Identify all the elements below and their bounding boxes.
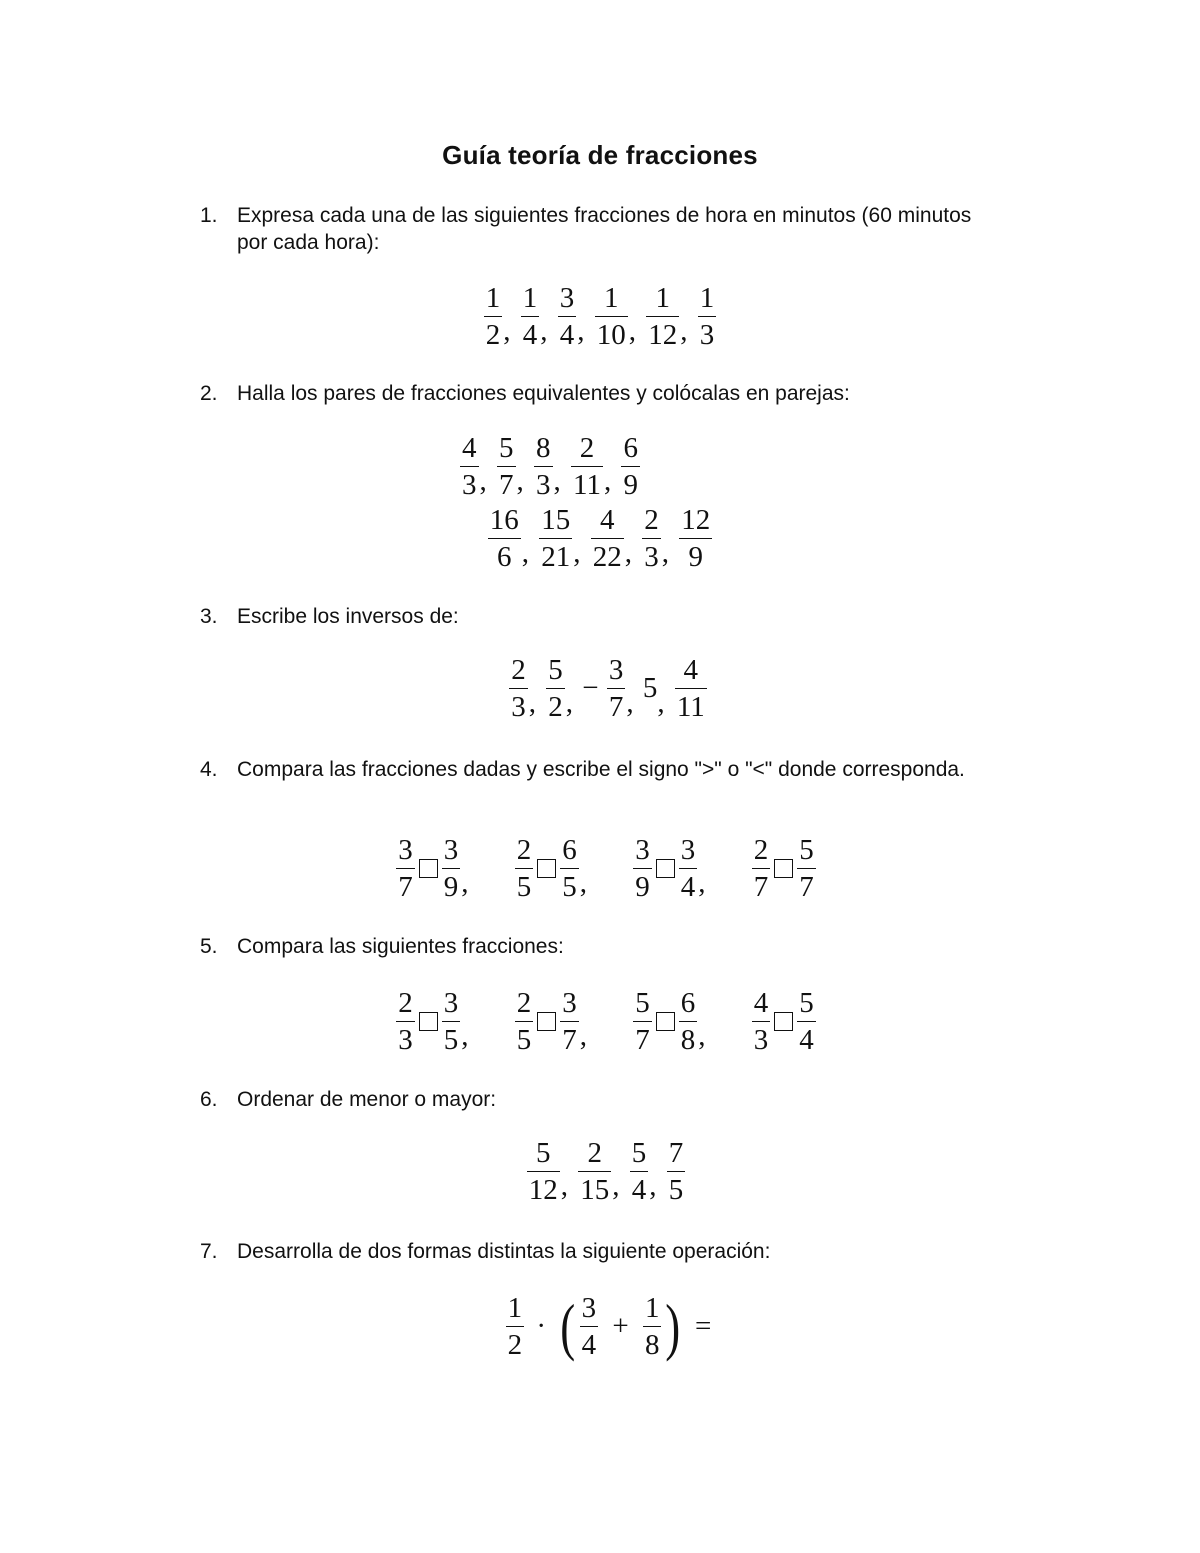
math-7 bbox=[8, 1290, 1200, 1363]
exercise-text: Compara las siguientes fracciones: bbox=[237, 935, 564, 958]
answer-box bbox=[774, 1012, 793, 1031]
math-1: $\frac{1}{2}$ , $\frac{1}{4}$ , $\frac{3}{4}$ , $\frac{1}{10}$ , $\frac{1}{12}$ , $\frac{1}{3}$ bbox=[485, 282, 715, 351]
math-6: $\frac{5}{12}$ , $\frac{2}{15}$ , $\frac{5}{4}$ , $\frac{7}{5}$ bbox=[528, 1137, 684, 1206]
fraction: $\frac{12}{9}$ bbox=[681, 504, 711, 573]
fraction: $\frac{4}{3}$ bbox=[462, 432, 477, 501]
page-title: Guía teoría de fracciones bbox=[442, 140, 758, 170]
whole-number: 5 bbox=[642, 672, 658, 704]
math-5: $\frac{2}{3}$ $\frac{3}{5}$ , $\frac{2}{5}$ $\frac{3}{7}$ , $\frac{5}{7}$ $\frac{6}{8}$ , $\frac{4}{3}$ $\frac{5}{4}$ bbox=[398, 987, 814, 1056]
exercise-number: 6. bbox=[200, 1088, 218, 1111]
exercise-text: Escribe los inversos de: bbox=[237, 605, 459, 628]
fraction: $\frac{6}{8}$ bbox=[680, 987, 696, 1056]
exercise-number: 2. bbox=[200, 382, 218, 405]
exercise-text: Desarrolla de dos formas distintas la siguiente operación: bbox=[237, 1240, 771, 1263]
exercise-number: 7. bbox=[200, 1240, 218, 1263]
fraction: $\frac{15}{21}$ bbox=[541, 504, 571, 573]
fraction: $\frac{3}{4}$ bbox=[581, 1292, 597, 1361]
fraction: $\frac{1}{2}$ bbox=[507, 1292, 523, 1361]
exercise-5 bbox=[200, 933, 990, 960]
fraction: $\frac{3}{7}$ bbox=[562, 987, 577, 1056]
answer-box bbox=[537, 859, 556, 878]
fraction: $\frac{3}{9}$ bbox=[635, 834, 650, 903]
exercise-text: Ordenar de menor o mayor: bbox=[237, 1088, 497, 1111]
fraction: $\frac{2}{3}$ bbox=[644, 504, 659, 573]
fraction: $\frac{4}{22}$ bbox=[592, 504, 622, 573]
answer-box bbox=[537, 1012, 556, 1031]
exercise-3 bbox=[200, 603, 990, 630]
fraction: $\frac{3}{7}$ bbox=[608, 654, 624, 723]
fraction: $\frac{1}{12}$ bbox=[648, 282, 678, 351]
exercise-2 bbox=[200, 380, 990, 407]
exercise-text: Halla los pares de fracciones equivalentes y colócalas en parejas: bbox=[237, 382, 850, 405]
fraction: $\frac{1}{10}$ bbox=[596, 282, 626, 351]
fraction: $\frac{5}{7}$ bbox=[635, 987, 650, 1056]
fraction: $\frac{3}{4}$ bbox=[559, 282, 575, 351]
exercise-6 bbox=[200, 1086, 990, 1113]
plus-sign: + bbox=[612, 1310, 629, 1342]
exercise-number: 3. bbox=[200, 605, 218, 628]
math-4: $\frac{3}{7}$ $\frac{3}{9}$ , $\frac{2}{5}$ $\frac{6}{5}$ , $\frac{3}{9}$ $\frac{3}{4}$ , $\frac{2}{7}$ $\frac{5}{7}$ bbox=[398, 834, 814, 903]
fraction: $\frac{1}{8}$ bbox=[644, 1292, 660, 1361]
exercise-number: 1. bbox=[200, 204, 218, 227]
fraction: $\frac{1}{2}$ bbox=[485, 282, 501, 351]
fraction: $\frac{7}{5}$ bbox=[668, 1137, 684, 1206]
multiply-dot: · bbox=[536, 1310, 547, 1342]
fraction: $\frac{6}{5}$ bbox=[562, 834, 577, 903]
fraction: $\frac{6}{9}$ bbox=[623, 432, 638, 501]
fraction: $\frac{1}{4}$ bbox=[522, 282, 538, 351]
fraction: $\frac{5}{4}$ bbox=[631, 1137, 647, 1206]
exercise-text: Compara las fracciones dadas y escribe el signo ">" o "<" donde corresponda. bbox=[237, 758, 965, 781]
fraction: $\frac{5}{12}$ bbox=[528, 1137, 558, 1206]
math-3: $\frac{2}{3}$ , $\frac{5}{2}$ , − $\frac{3}{7}$ , 5, $\frac{4}{11}$ bbox=[511, 654, 705, 723]
fraction: $\frac{16}{6}$ bbox=[489, 504, 519, 573]
fraction: $\frac{8}{3}$ bbox=[536, 432, 551, 501]
fraction: $\frac{3}{7}$ bbox=[398, 834, 413, 903]
fraction: $\frac{5}{4}$ bbox=[799, 987, 814, 1056]
minus-sign: − bbox=[582, 672, 599, 704]
fraction: $\frac{3}{5}$ bbox=[443, 987, 459, 1056]
fraction: $\frac{2}{7}$ bbox=[753, 834, 769, 903]
exercise-number: 4. bbox=[200, 758, 218, 781]
math-2: $\frac{4}{3}$ , $\frac{5}{7}$ , $\frac{8}{3}$ , $\frac{2}{11}$ , $\frac{6}{9}$ $\frac{16}{6}$ , $\frac{15}{21}$ , $\frac{4}{22}$ , $\frac{2}{3}$ , $\frac{12}{9}$ bbox=[462, 432, 711, 573]
answer-box bbox=[656, 1012, 675, 1031]
fraction: $\frac{4}{11}$ bbox=[676, 654, 705, 723]
exercise-text: Expresa cada una de las siguientes fracciones de hora en minutos (60 minutos por cada hora): bbox=[237, 204, 972, 254]
exercise-7 bbox=[200, 1238, 990, 1265]
fraction: $\frac{2}{3}$ bbox=[398, 987, 413, 1056]
exercise-4 bbox=[200, 756, 990, 783]
answer-box bbox=[419, 859, 438, 878]
fraction: $\frac{2}{5}$ bbox=[516, 834, 532, 903]
equals-sign: = bbox=[695, 1310, 712, 1342]
fraction: $\frac{4}{3}$ bbox=[753, 987, 769, 1056]
right-paren: ) bbox=[665, 1290, 681, 1362]
fraction: $\frac{5}{7}$ bbox=[499, 432, 514, 501]
answer-box bbox=[419, 1012, 438, 1031]
answer-box bbox=[774, 859, 793, 878]
fraction: $\frac{5}{7}$ bbox=[799, 834, 814, 903]
left-paren: ( bbox=[560, 1290, 576, 1362]
fraction: $\frac{1}{3}$ bbox=[699, 282, 715, 351]
fraction: $\frac{3}{9}$ bbox=[443, 834, 459, 903]
exercise-1 bbox=[200, 202, 990, 256]
exercise-number: 5. bbox=[200, 935, 218, 958]
fraction: $\frac{2}{3}$ bbox=[511, 654, 526, 723]
fraction: $\frac{2}{11}$ bbox=[573, 432, 601, 501]
fraction: $\frac{2}{5}$ bbox=[516, 987, 532, 1056]
fraction: $\frac{2}{15}$ bbox=[580, 1137, 610, 1206]
fraction: $\frac{3}{4}$ bbox=[680, 834, 696, 903]
fraction: $\frac{5}{2}$ bbox=[548, 654, 563, 723]
answer-box bbox=[656, 859, 675, 878]
